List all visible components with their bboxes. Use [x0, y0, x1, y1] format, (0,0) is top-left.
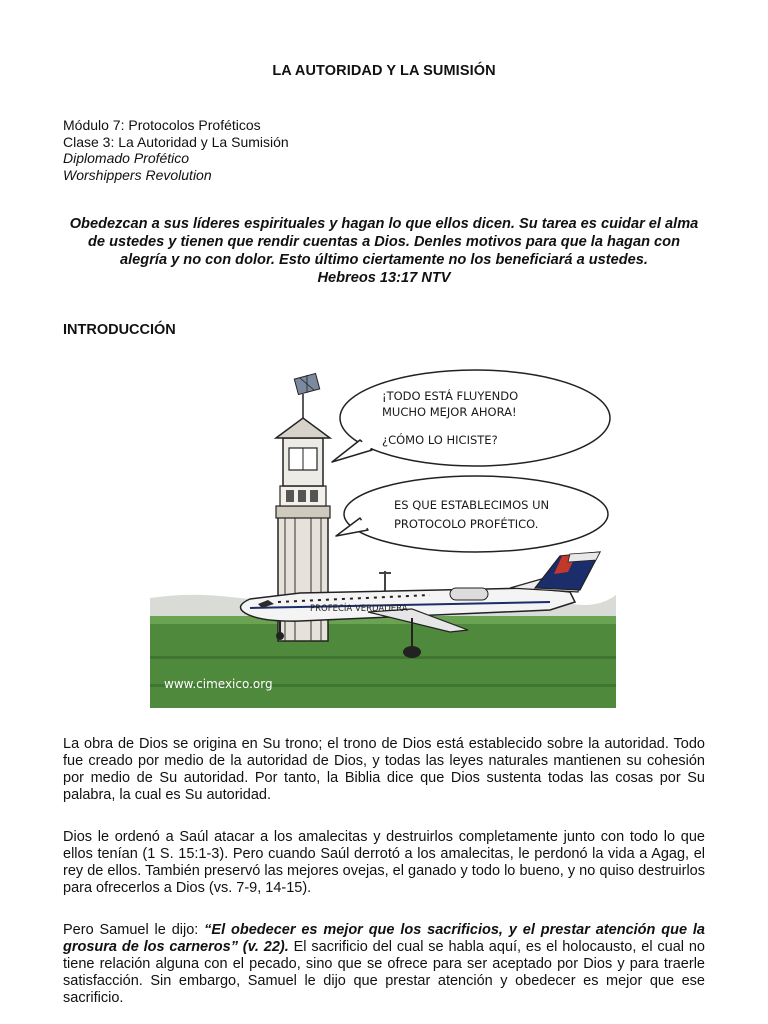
watermark-text: www.cimexico.org: [164, 677, 273, 691]
class-line: Clase 3: La Autoridad y La Sumisión: [63, 133, 289, 150]
paragraph-2: Dios le ordenó a Saúl atacar a los amalecitas y destruirlos completamente junto con todo lo que ellos tenían (1 S. 15:1-3). Pero cuando Saúl derrotó a los amalecitas, le perdonó la vida a Agag, el rey de ellos. También preservó las mejores ovejas, el ganado y todo lo bueno, y no quiso destruirlos para ofrecerlos a Dios (vs. 7-9, 14-15).: [63, 829, 705, 896]
document-meta: [63, 117, 289, 183]
section-heading: INTRODUCCIÓN: [63, 322, 176, 338]
paragraph-3: [63, 922, 705, 1007]
bubble2-line1: ES QUE ESTABLECIMOS UN: [394, 498, 550, 512]
grass-field: [150, 616, 616, 708]
organization-line: Worshippers Revolution: [63, 166, 212, 183]
module-line: Módulo 7: Protocolos Proféticos: [63, 117, 261, 133]
bubble2-line2: PROTOCOLO PROFÉTICO.: [394, 517, 539, 531]
verse-reference: Hebreos 13:17 NTV: [317, 270, 451, 286]
paragraph-3-rest: El sacrificio del cual se habla aquí, es el holocausto, el cual no tiene relación alguna con el pecado, sino que se ofrece para ser aceptado por Dios y para traerle satisfacción. Sin embargo, Samuel le dijo que prestar atención y obedecer es mejor que ese sacrificio.: [63, 939, 705, 1006]
verse-text: Obedezcan a sus líderes espirituales y hagan lo que ellos dicen. Su tarea es cuidar el alma de ustedes y tienen que rendir cuentas a Dios. Denles motivos para que la hagan con alegría y no con dolor. Esto último ciertamente no los beneficiará a ustedes.: [69, 216, 699, 268]
paragraph-3-quote: “El obedecer es mejor que los sacrificios, y el prestar atención que la grosura de los carneros” (v. 22).: [63, 922, 705, 955]
document-title: LA AUTORIDAD Y LA SUMISIÓN: [272, 63, 496, 79]
plane-label: PROFECÍA VERDADERA: [310, 604, 408, 614]
bubble1-line2: MUCHO MEJOR AHORA!: [382, 405, 517, 419]
paragraph-1: La obra de Dios se origina en Su trono; el trono de Dios está establecido sobre la autoridad. Todo fue creado por medio de la autoridad de Dios, y todas las leyes naturales mantienen su cohesión por medio de Su autoridad. Por tanto, la Biblia dice que Dios sustenta todas las cosas por Su palabra, la cual es Su autoridad.: [63, 736, 705, 803]
program-line: Diplomado Profético: [63, 150, 190, 166]
cartoon-image: [150, 366, 616, 708]
bible-verse: [63, 215, 705, 287]
bubble1-line3: ¿CÓMO LO HICISTE?: [382, 433, 498, 447]
paragraph-3-intro: Pero Samuel le dijo:: [63, 922, 205, 938]
bubble1-line1: ¡TODO ESTÁ FLUYENDO: [382, 389, 519, 403]
